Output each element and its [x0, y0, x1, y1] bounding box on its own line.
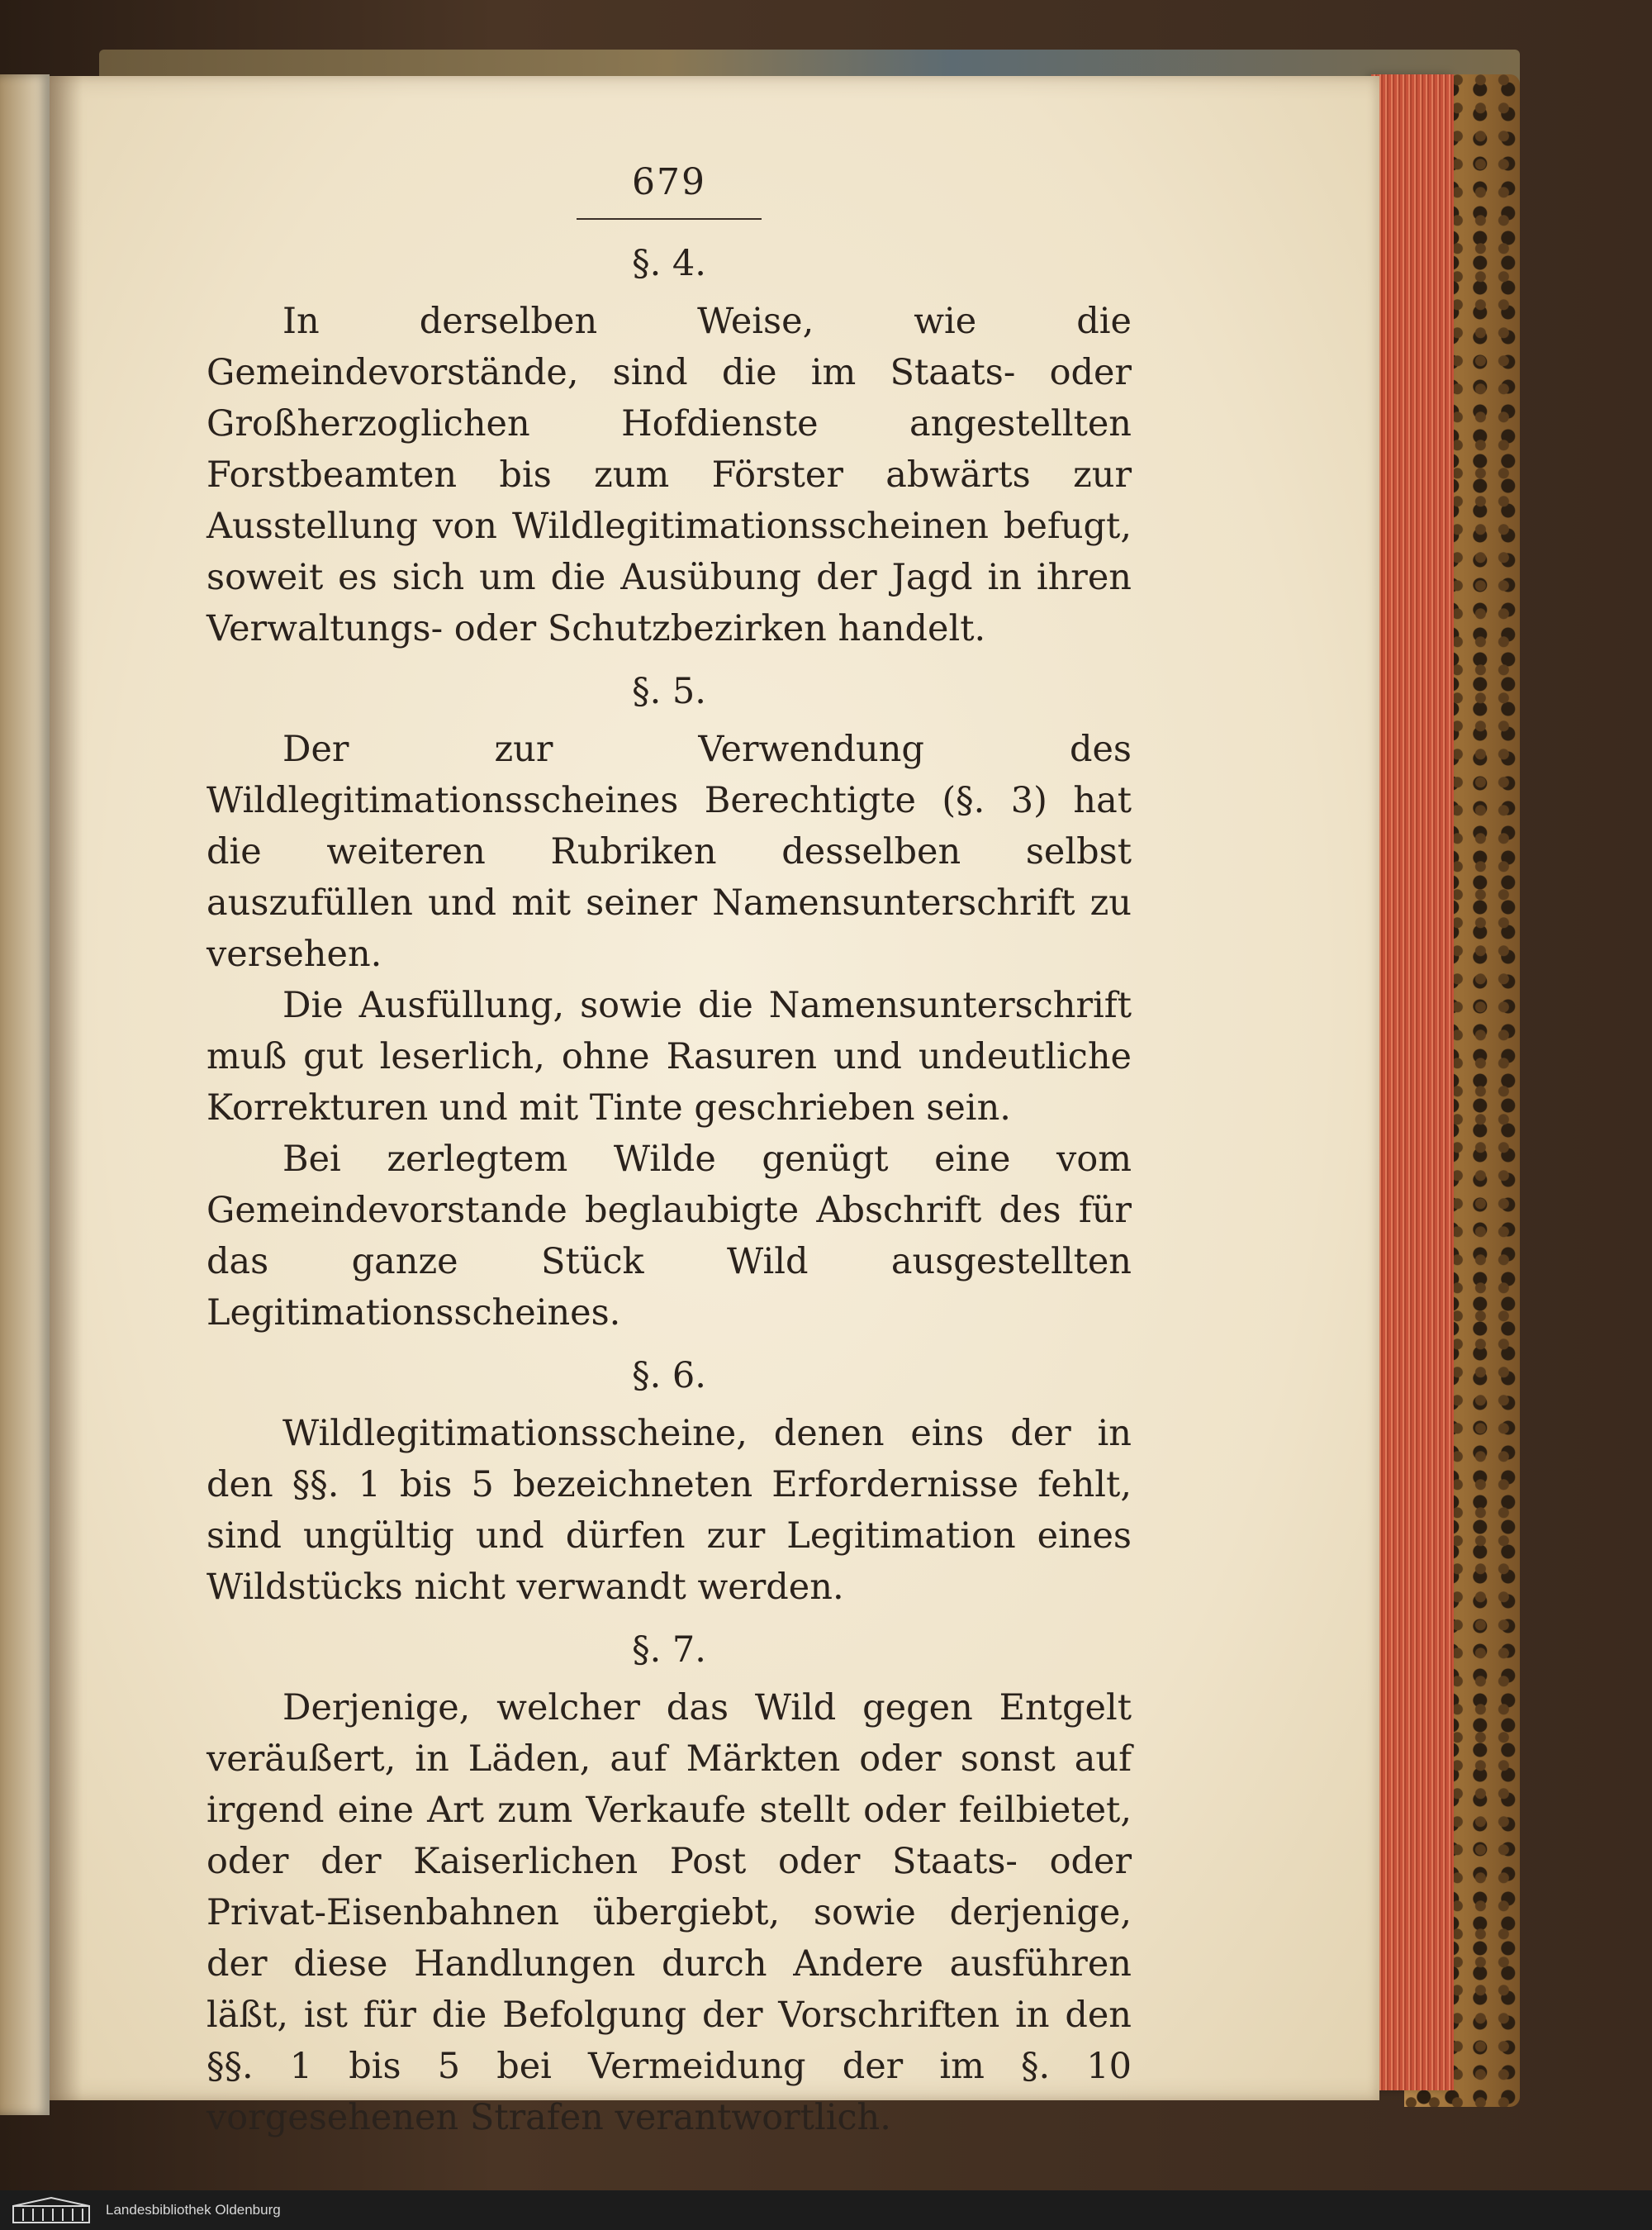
- section-heading: §. 4.: [632, 243, 706, 284]
- section-4: [206, 238, 1132, 654]
- left-page-sliver: [0, 74, 50, 2115]
- paragraph: Derjenige, welcher das Wild gegen Entgelt veräußert, in Läden, auf Märkten oder sonst auf irgend eine Art zum Verkaufe stellt oder feilbietet, oder der Kaiserlichen Post oder Staats- oder Privat-Eisenbahnen übergiebt, sowie derjenige, der diese Handlungen durch Andere ausführen läßt, ist für die Befolgung der Vorschriften in den §§. 1 bis 5 bei Vermeidung der im §. 10 vorgesehenen Strafen verantwortlich.: [206, 1687, 1132, 2138]
- paragraph: Der zur Verwendung des Wildlegitimationsscheines Berechtigte (§. 3) hat die weiteren Rubriken desselben selbst auszufüllen und mit seiner Namensunterschrift zu versehen.: [206, 729, 1132, 975]
- library-building-icon: [10, 2195, 93, 2225]
- footer-bar: [0, 2190, 1652, 2230]
- header-rule: [577, 218, 762, 220]
- section-heading: §. 6.: [632, 1355, 706, 1396]
- page-text-block: [206, 157, 1132, 2143]
- page-number: 679: [632, 161, 706, 203]
- section-5: [206, 666, 1132, 1338]
- section-heading: §. 5.: [632, 671, 706, 712]
- book-page-edges: [1371, 74, 1454, 2090]
- paragraph: Wildlegitimationsscheine, denen eins der in den §§. 1 bis 5 bezeichneten Erfordernisse fehlt, sind ungültig und dürfen zur Legitimation eines Wildstücks nicht verwandt werden.: [206, 1413, 1132, 1608]
- paragraph: Bei zerlegtem Wilde genügt eine vom Gemeindevorstande beglaubigte Abschrift des für das ganze Stück Wild ausgestellten Legitimationsscheines.: [206, 1139, 1132, 1334]
- paragraph: In derselben Weise, wie die Gemeindevorstände, sind die im Staats- oder Großherzoglichen Hofdienste angestellten Forstbeamten bis zum Förster abwärts zur Ausstellung von Wildlegitimationsscheinen befugt, soweit es sich um die Ausübung der Jagd in ihren Verwaltungs- oder Schutzbezirken handelt.: [206, 301, 1132, 649]
- section-6: [206, 1350, 1132, 1613]
- section-7: [206, 1624, 1132, 2143]
- paragraph: Die Ausfüllung, sowie die Namensunterschrift muß gut leserlich, ohne Rasuren und undeutliche Korrekturen und mit Tinte geschrieben sein.: [206, 985, 1132, 1129]
- section-heading: §. 7.: [632, 1629, 706, 1671]
- gutter-shadow: [50, 76, 83, 2100]
- library-name: Landesbibliothek Oldenburg: [106, 2202, 281, 2218]
